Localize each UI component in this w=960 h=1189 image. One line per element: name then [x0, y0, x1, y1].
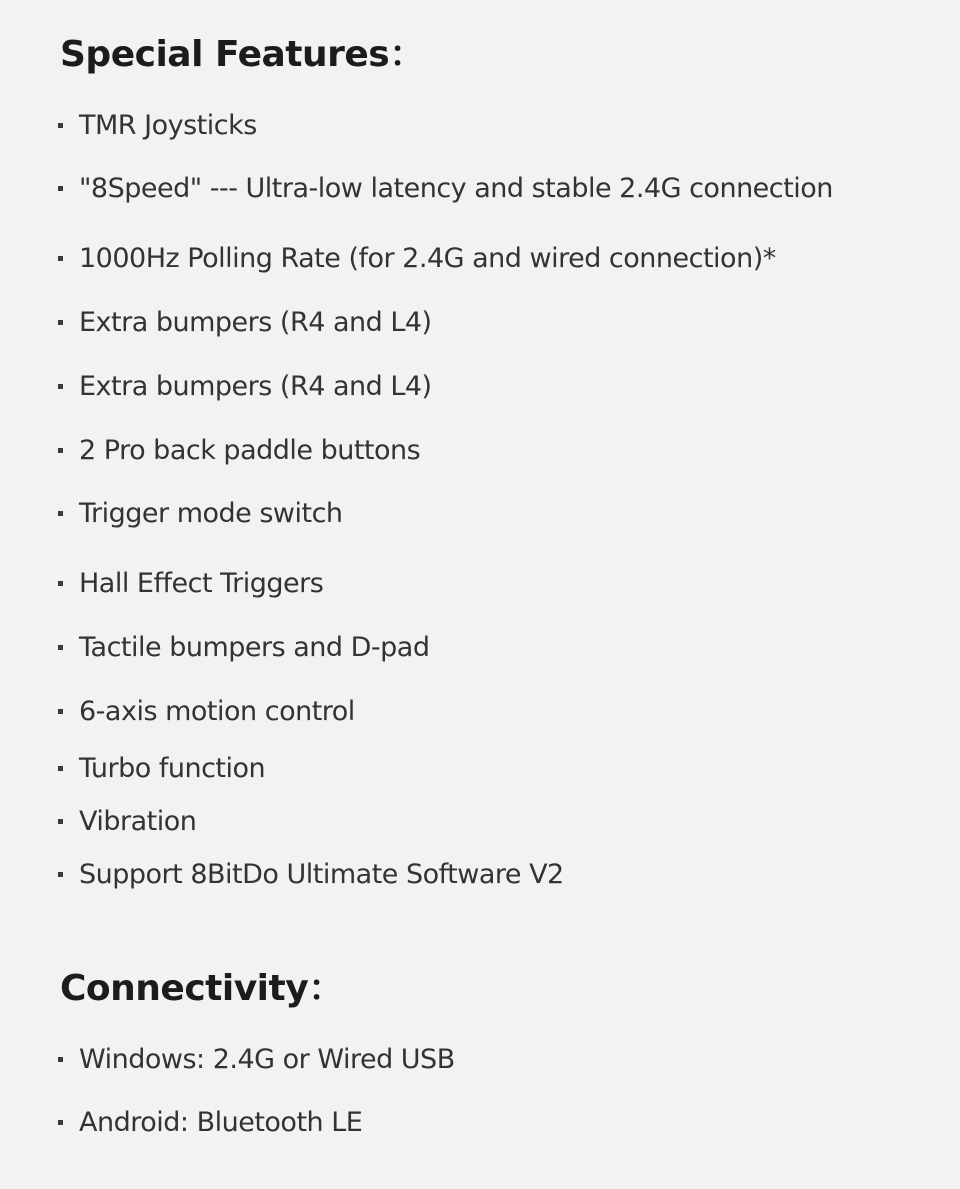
bullet-icon [58, 766, 63, 771]
connectivity-heading: Connectivity： [60, 968, 344, 1009]
feature-item-label: 1000Hz Polling Rate (for 2.4G and wired connection)* [79, 243, 776, 274]
bullet-icon [58, 1057, 63, 1062]
bullet-icon [58, 581, 63, 586]
bullet-icon [58, 123, 63, 128]
feature-item-software [58, 859, 564, 890]
feature-item-hall-effect [58, 568, 323, 599]
feature-item-extra-bumpers [58, 307, 432, 338]
feature-item-label: Hall Effect Triggers [79, 568, 324, 599]
bullet-icon [58, 1120, 63, 1125]
feature-item-label: Trigger mode switch [79, 498, 343, 529]
feature-item-label: 6-axis motion control [79, 696, 355, 727]
connectivity-item-label: Android: Bluetooth LE [79, 1107, 363, 1138]
feature-item-tmr-joysticks [58, 110, 257, 141]
feature-item-extra-bumpers-repeat [58, 371, 432, 402]
connectivity-item-android [58, 1107, 362, 1138]
bullet-icon [58, 186, 63, 191]
feature-item-tactile-bumpers [58, 632, 429, 663]
feature-item-vibration [58, 806, 196, 837]
feature-item-turbo [58, 753, 265, 784]
feature-item-label: TMR Joysticks [79, 110, 257, 141]
bullet-icon [58, 709, 63, 714]
feature-item-label: Extra bumpers (R4 and L4) [79, 371, 432, 402]
connectivity-item-label: Windows: 2.4G or Wired USB [79, 1044, 455, 1075]
connectivity-item-windows [58, 1044, 455, 1075]
bullet-icon [58, 384, 63, 389]
feature-item-label: Support 8BitDo Ultimate Software V2 [79, 859, 564, 890]
feature-item-label: Turbo function [79, 753, 266, 784]
bullet-icon [58, 511, 63, 516]
special-features-heading: Special Features： [60, 34, 425, 75]
feature-item-trigger-mode [58, 498, 343, 529]
bullet-icon [58, 819, 63, 824]
feature-item-label: Tactile bumpers and D-pad [79, 632, 430, 663]
feature-item-8speed [58, 173, 833, 204]
bullet-icon [58, 872, 63, 877]
feature-item-label: 2 Pro back paddle buttons [79, 435, 421, 466]
feature-item-polling-rate [58, 243, 776, 274]
bullet-icon [58, 320, 63, 325]
bullet-icon [58, 645, 63, 650]
feature-item-label: Extra bumpers (R4 and L4) [79, 307, 432, 338]
feature-item-label: Vibration [79, 806, 197, 837]
bullet-icon [58, 448, 63, 453]
feature-item-back-paddles [58, 435, 420, 466]
feature-item-label: "8Speed" --- Ultra-low latency and stable 2.4G connection [79, 173, 833, 204]
feature-item-motion-control [58, 696, 355, 727]
bullet-icon [58, 256, 63, 261]
